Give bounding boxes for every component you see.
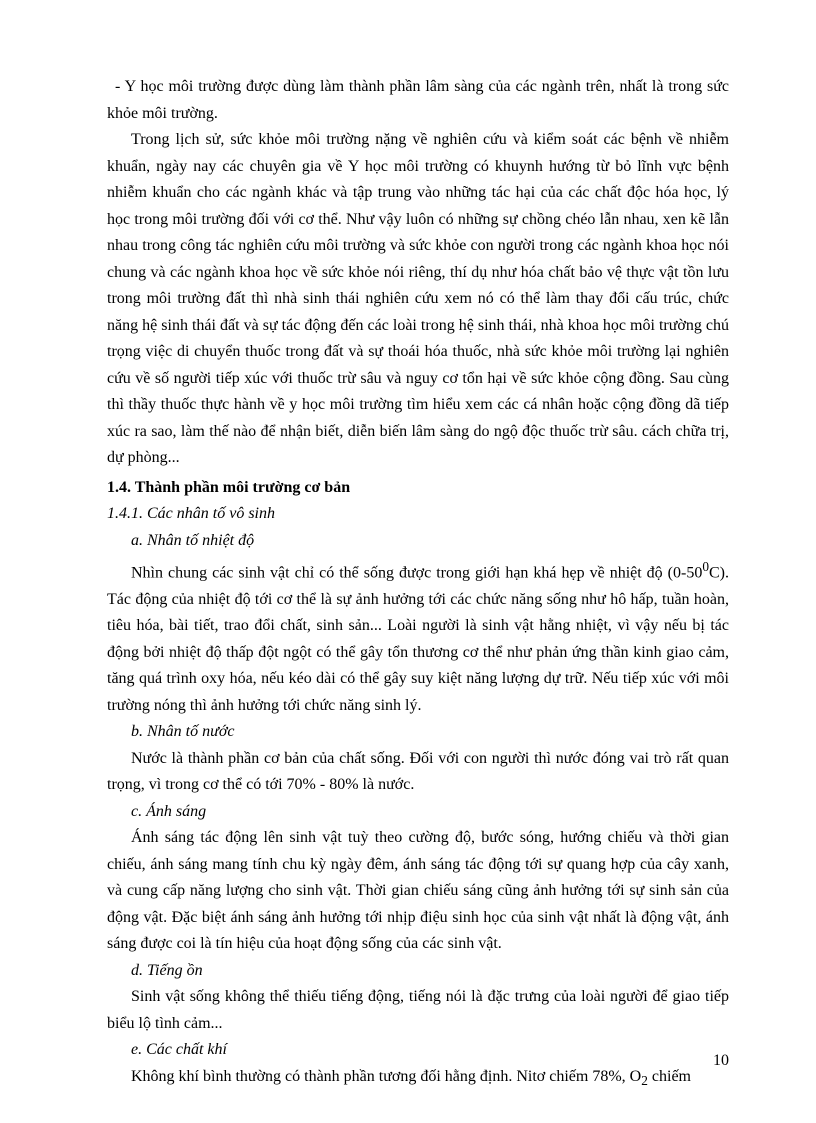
gases-text-part-2: chiếm	[647, 1067, 691, 1085]
section-title: 1.4. Thành phần môi trường cơ bản	[107, 478, 351, 496]
factor-water-text: Nước là thành phần cơ bản của chất sống. Đối với con người thì nước đóng vai trò rất quan trọng, vì trong cơ thể có tới 70% - 80% là nước.	[107, 749, 729, 794]
factor-gases-title: e. Các chất khí	[131, 1041, 227, 1059]
factor-noise-title: d. Tiếng ồn	[131, 961, 203, 979]
paragraph-intro-note: - Y học môi trường được dùng làm thành phần lâm sàng của các ngành trên, nhất là trong sức khỏe môi trường.	[107, 78, 729, 122]
factor-gases-text	[107, 1064, 729, 1095]
factor-noise-text: Sinh vật sống không thể thiếu tiếng động, tiếng nói là đặc trưng của loài người để giao tiếp biểu lộ tình cảm...	[107, 988, 729, 1032]
paragraph-history: Trong lịch sử, sức khỏe môi trường nặng về nghiên cứu và kiểm soát các bệnh về nhiễm khuẩn, ngày nay các chuyên gia về Y học môi trường có khuynh hướng từ bỏ lĩnh vực bệnh nhiễm khuẩn cho các ngành khác và tập trung vào những tác hại của các chất độc hóa học, lý học trong môi trường đối với cơ thể. Như vậy luôn có những sự chồng chéo lẫn nhau, xen kẽ lẫn nhau trong công tác nghiên cứu môi trường và sức khỏe con người trong các ngành khoa học nói chung và các ngành khoa học về sức khỏe nói riêng, thí dụ như hóa chất bảo vệ thực vật tồn lưu trong môi trường đất thì nhà sinh thái nghiên cứu xem nó có thể làm thay đổi cấu trúc, chức năng hệ sinh thái đất và sự tác động đến các loài trong hệ sinh thái, nhà khoa học môi trường chú trọng việc di chuyển thuốc trong đất và sự thoái hóa thuốc, nhà sức khỏe môi trường lại nghiên cứu về số người tiếp xúc với thuốc trừ sâu và nguy cơ tổn hại về sức khỏe cộng đồng. Sau cùng thì thầy thuốc thực hành về y học môi trường tìm hiểu xem các cá nhân hoặc cộng đồng dã tiếp xúc ra sao, làm thế nào để nhận biết, diễn biến lâm sàng do ngộ độc thuốc trừ sâu. cách chữa trị, dự phòng...	[107, 131, 729, 466]
page-number: 10	[713, 1052, 729, 1069]
factor-temperature-text	[107, 554, 729, 719]
factor-light-text: Ánh sáng tác động lên sinh vật tuỳ theo cường độ, bước sóng, hướng chiếu và thời gian chiếu, ánh sáng mang tính chu kỳ ngày đêm, ánh sáng tác động tới sự quang hợp của cây xanh, và cung cấp năng lượng cho sinh vật. Thời gian chiếu sáng cũng ảnh hưởng tới sự sinh sản của động vật. Đặc biệt ánh sáng ảnh hưởng tới nhịp điệu sinh học của sinh vật nhất là động vật, ánh sáng được coi là tín hiệu của hoạt động sống của các sinh vật.	[107, 829, 729, 953]
factor-water-title: b. Nhân tố nước	[131, 723, 235, 741]
document-page	[107, 74, 729, 1095]
factor-temperature-title: a. Nhân tố nhiệt độ	[131, 531, 255, 549]
temperature-text-part-1: Nhìn chung các sinh vật chỉ có thể sống được trong giới hạn khá hẹp về nhiệt độ (0-50	[131, 564, 703, 582]
subsection-title: 1.4.1. Các nhân tố vô sinh	[107, 505, 275, 522]
temperature-degree-superscript: 0	[702, 559, 709, 574]
oxygen-subscript: 2	[641, 1073, 648, 1089]
factor-light-title: c. Ánh sáng	[131, 802, 207, 820]
temperature-text-part-2: C). Tác động của nhiệt độ tới cơ thể là sự ảnh hưởng tới các chức năng sống như hô hấp, tuần hoàn, tiêu hóa, bài tiết, trao đổi chất, sinh sản... Loài người là sinh vật hằng nhiệt, vì vậy nếu bị tác động bởi nhiệt độ thấp đột ngột có thể gây tổn thương cơ thể như phản ứng thần kinh giao cảm, tăng quá trình oxy hóa, nếu kéo dài có thể gây suy kiệt năng lượng dự trữ. Nếu tiếp xúc với môi trường nóng thì ảnh hưởng tới chức năng sinh lý.	[107, 564, 729, 714]
gases-text-part-1: Không khí bình thường có thành phần tương đối hằng định. Nitơ chiếm 78%, O	[131, 1067, 642, 1085]
